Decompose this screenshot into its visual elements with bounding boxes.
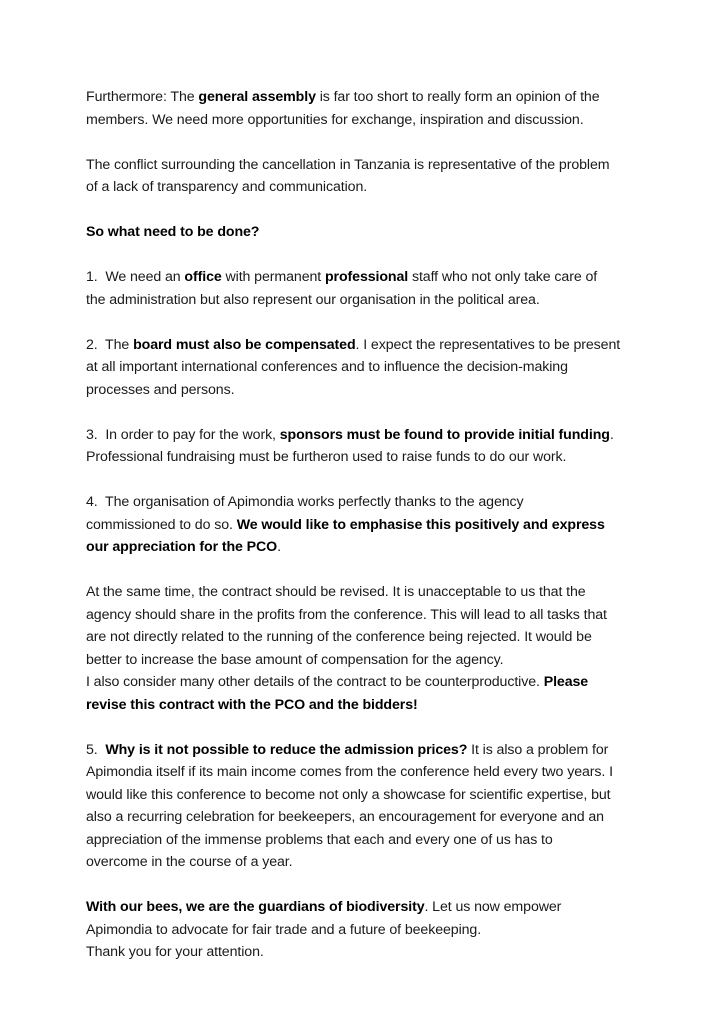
text-line	[86, 851, 646, 874]
text-line	[86, 491, 646, 514]
paragraph-point-1	[86, 266, 646, 311]
text-line	[86, 694, 646, 717]
text-run: Professional fundraising must be furtheron used to raise funds to do our work.	[86, 449, 567, 465]
paragraph-general-assembly	[86, 86, 646, 131]
text-line	[86, 379, 646, 402]
text-line	[86, 671, 646, 694]
paragraph-heading	[86, 221, 646, 244]
paragraph-point-3	[86, 424, 646, 469]
bold-text: With our bees, we are the guardians of biodiversity	[86, 899, 425, 915]
bold-text: So what need to be done?	[86, 224, 260, 240]
text-run: Apimondia to advocate for fair trade and a future of beekeeping.	[86, 921, 482, 938]
bold-text: We would like to emphasise this positively and express	[236, 516, 605, 533]
text-line	[86, 941, 646, 964]
text-run: agency should share in the profits from the conference. This will lead to all tasks that	[86, 606, 607, 623]
bold-text: general assembly	[198, 89, 316, 105]
text-run: 4. The organisation of Apimondia works perfectly thanks to the agency	[86, 494, 524, 510]
text-run: At the same time, the contract should be revised. It is unacceptable to us that the	[86, 584, 586, 600]
text-run: would like this conference to become not only a showcase for scientific expertise, but	[86, 786, 611, 803]
paragraph-point-4	[86, 491, 646, 559]
text-run: 5.	[86, 741, 106, 758]
text-run: The conflict surrounding the cancellation in Tanzania is representative of the problem	[86, 156, 610, 173]
text-line	[86, 919, 646, 942]
text-run: staff who not only take care of	[408, 269, 598, 285]
text-run: .	[609, 426, 614, 443]
text-line	[86, 649, 646, 672]
bold-text: our appreciation for the PCO	[86, 539, 278, 555]
paragraph-contract	[86, 581, 646, 716]
text-line	[86, 784, 646, 807]
bold-text: board must also be compensated	[133, 336, 356, 353]
text-line	[86, 581, 646, 604]
bold-text: sponsors must be found to provide initial funding	[279, 426, 610, 443]
text-line	[86, 514, 646, 537]
text-line	[86, 109, 646, 132]
text-run: 1. We need an	[86, 269, 185, 285]
document-body	[86, 86, 646, 986]
text-run: better to increase the base amount of compensation for the agency.	[86, 651, 504, 668]
bold-text: office	[184, 269, 222, 285]
paragraph-tanzania-conflict	[86, 154, 646, 199]
text-run: commissioned to do so.	[86, 516, 237, 533]
paragraph-point-5	[86, 739, 646, 874]
text-line	[86, 829, 646, 852]
text-run: . I expect the representatives to be present	[355, 336, 621, 353]
text-line	[86, 739, 646, 762]
paragraph-point-2	[86, 334, 646, 402]
text-line	[86, 604, 646, 627]
text-line	[86, 806, 646, 829]
paragraph-closing	[86, 896, 646, 964]
text-run: Apimondia itself if its main income comes from the conference held every two years. I	[86, 764, 613, 780]
text-run: 2. The	[86, 336, 134, 353]
text-run: appreciation of the immense problems that each and every one of us has to	[86, 831, 553, 848]
text-line	[86, 356, 646, 379]
text-line	[86, 266, 646, 289]
text-run: overcome in the course of a year.	[86, 854, 293, 870]
text-line	[86, 536, 646, 559]
text-line	[86, 896, 646, 919]
text-line	[86, 289, 646, 312]
bold-text: professional	[324, 269, 409, 285]
text-line	[86, 424, 646, 447]
text-run: of a lack of transparency and communication.	[86, 179, 368, 195]
text-run: Thank you for your attention.	[86, 944, 264, 960]
bold-text: revise this contract with the PCO and the bidders!	[86, 696, 418, 713]
text-line	[86, 626, 646, 649]
text-line	[86, 446, 646, 469]
text-run: It is also a problem for	[467, 741, 609, 758]
text-run: also a recurring celebration for beekeepers, an encouragement for everyone and an	[86, 809, 604, 825]
text-run: the administration but also represent our organisation in the political area.	[86, 291, 540, 308]
text-run: .	[277, 539, 281, 555]
bold-text: Why is it not possible to reduce the admission prices?	[105, 741, 468, 758]
text-run: Furthermore: The	[86, 89, 199, 105]
text-line	[86, 761, 646, 784]
text-line	[86, 221, 646, 244]
text-line	[86, 176, 646, 199]
text-run: are not directly related to the running of the conference being rejected. It would be	[86, 629, 592, 645]
text-line	[86, 334, 646, 357]
text-run: at all important international conferences and to influence the decision-making	[86, 359, 568, 375]
text-run: I also consider many other details of the contract to be counterproductive.	[86, 674, 544, 690]
text-run: processes and persons.	[86, 381, 235, 398]
text-run: 3. In order to pay for the work,	[86, 426, 280, 443]
text-run: . Let us now empower	[424, 899, 562, 915]
text-run: members. We need more opportunities for exchange, inspiration and discussion.	[86, 111, 584, 128]
bold-text: Please	[543, 674, 589, 690]
text-run: is far too short to really form an opinion of the	[315, 89, 600, 105]
text-line	[86, 86, 646, 109]
text-line	[86, 154, 646, 177]
text-run: with permanent	[221, 269, 325, 285]
